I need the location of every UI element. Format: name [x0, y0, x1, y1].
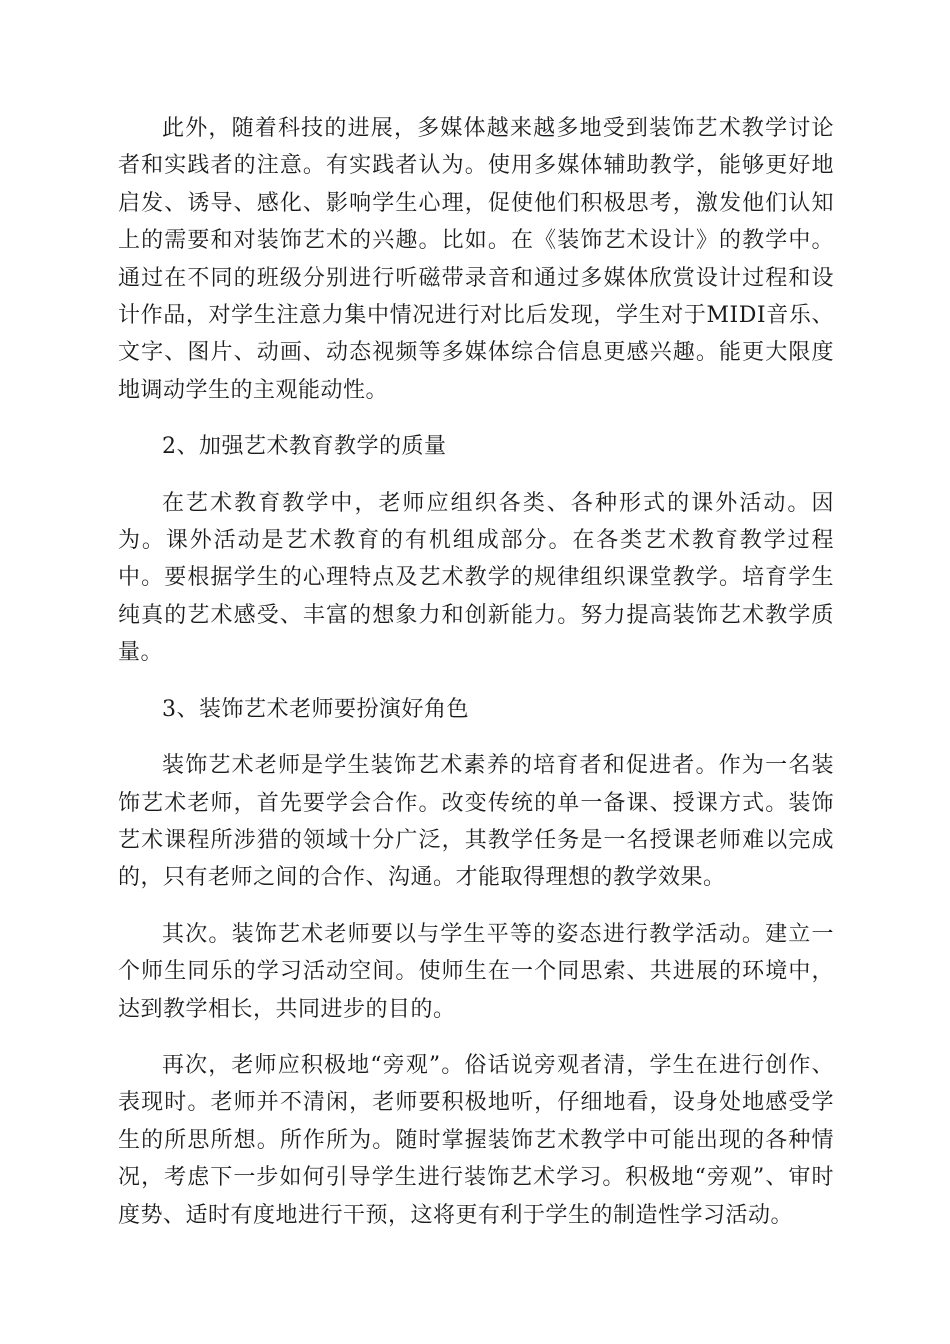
paragraph-teacher-role: 装饰艺术老师是学生装饰艺术素养的培育者和促进者。作为一名装饰艺术老师，首先要学会合作。改变传统的单一备课、授课方式。装饰艺术课程所涉猎的领域十分广泛，其教学任务是一名授课老师难以完成的，只有老师之间的合作、沟通。才能取得理想的教学效果。: [118, 753, 834, 891]
paragraph-observe: 再次，老师应积极地“旁观”。俗话说旁观者清，学生在进行创作、表现时。老师并不清闲，老师要积极地听，仔细地看，设身处地感受学生的所思所想。所作所为。随时掌握装饰艺术教学中可能出现的各种情况，考虑下一步如何引导学生进行装饰艺术学习。积极地“旁观”、审时度势、适时有度地进行干预，这将更有利于学生的制造性学习活动。: [118, 1052, 834, 1228]
section-heading-3: 3、装饰艺术老师要扮演好角色: [162, 696, 469, 722]
paragraph-extracurricular: 在艺术教育教学中，老师应组织各类、各种形式的课外活动。因为。课外活动是艺术教育的有机组成部分。在各类艺术教育教学过程中。要根据学生的心理特点及艺术教学的规律组织课堂教学。培育学生纯真的艺术感受、丰富的想象力和创新能力。努力提高装饰艺术教学质量。: [118, 490, 834, 666]
document-body: [118, 110, 834, 1253]
paragraph-equal-attitude: 其次。装饰艺术老师要以与学生平等的姿态进行教学活动。建立一个师生同乐的学习活动空间。使师生在一个同思索、共进展的环境中，达到教学相长，共同进步的目的。: [118, 921, 834, 1022]
paragraph-multimedia: 此外，随着科技的进展，多媒体越来越多地受到装饰艺术教学讨论者和实践者的注意。有实践者认为。使用多媒体辅助教学，能够更好地启发、诱导、感化、影响学生心理，促使他们积极思考，激发他们认知上的需要和对装饰艺术的兴趣。比如。在《装饰艺术设计》的教学中。通过在不同的班级分别进行听磁带录音和通过多媒体欣赏设计过程和设计作品，对学生注意力集中情况进行对比后发现，学生对于MIDI音乐、文字、图片、动画、动态视频等多媒体综合信息更感兴趣。能更大限度地调动学生的主观能动性。: [118, 116, 834, 403]
section-heading-2: 2、加强艺术教育教学的质量: [162, 434, 447, 460]
